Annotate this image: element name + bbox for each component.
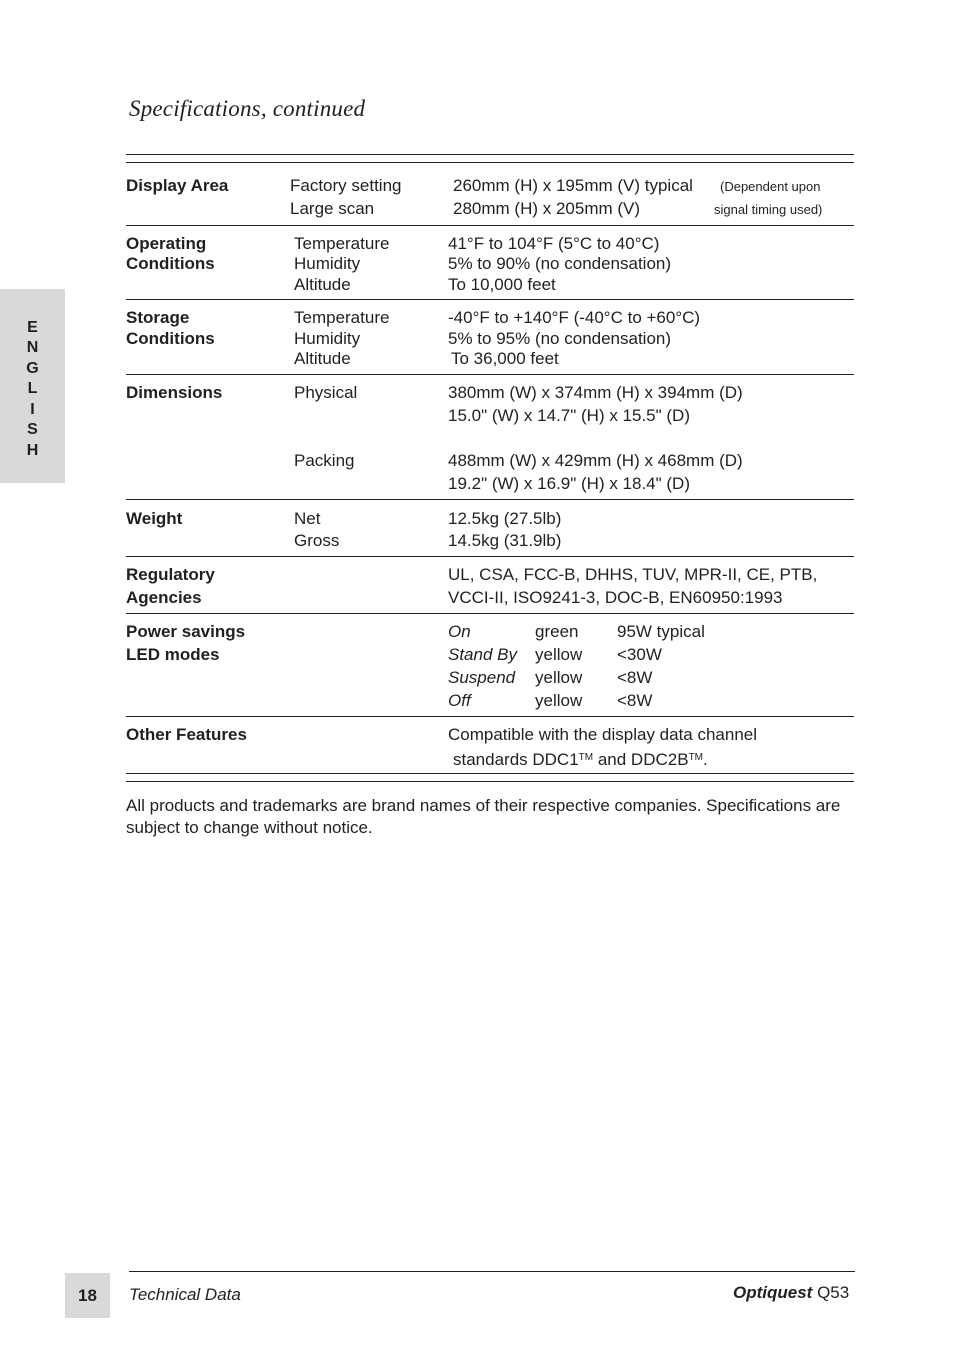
spec-label: Dimensions: [126, 383, 223, 402]
led-color: yellow: [535, 668, 583, 687]
sidebar-letter: L: [27, 380, 38, 397]
table-bottom-rule: [126, 773, 854, 774]
footer-brand: Optiquest: [733, 1283, 813, 1302]
spec-sublabel: Physical: [294, 383, 358, 402]
spec-label: Conditions: [126, 329, 215, 348]
spec-label: Operating: [126, 234, 207, 253]
spec-sublabel: Altitude: [294, 349, 351, 368]
spec-sublabel: Packing: [294, 451, 355, 470]
spec-sublabel: Temperature: [294, 308, 390, 327]
sidebar-letter: I: [30, 401, 35, 418]
power-mode: Stand By: [448, 645, 517, 664]
spec-note: signal timing used): [714, 202, 823, 217]
spec-sublabel: Altitude: [294, 275, 351, 294]
spec-value: 19.2" (W) x 16.9" (H) x 18.4" (D): [448, 474, 690, 493]
spec-value: UL, CSA, FCC-B, DHHS, TUV, MPR-II, CE, PTB,: [448, 565, 818, 584]
sidebar-letter: H: [26, 442, 39, 459]
footer-section: Technical Data: [129, 1285, 241, 1304]
disclaimer-note: All products and trademarks are brand names of their respective companies. Specifications are subject to change without notice.: [126, 796, 841, 837]
spec-note: (Dependent upon: [720, 179, 821, 194]
spec-value: 488mm (W) x 429mm (H) x 468mm (D): [448, 451, 743, 470]
row-divider: [126, 613, 854, 614]
power-draw: 95W typical: [617, 622, 705, 641]
power-mode: Off: [448, 691, 471, 710]
led-color: yellow: [535, 645, 583, 664]
power-mode: On: [448, 622, 471, 641]
power-draw: <8W: [617, 668, 653, 687]
power-draw: <30W: [617, 645, 662, 664]
spec-value: VCCI-II, ISO9241-3, DOC-B, EN60950:1993: [448, 588, 783, 607]
spec-value: 5% to 90% (no condensation): [448, 254, 672, 273]
spec-value: Compatible with the display data channel: [448, 725, 758, 744]
spec-value: To 10,000 feet: [448, 275, 556, 294]
spec-label: LED modes: [126, 645, 220, 664]
spec-label: Conditions: [126, 254, 215, 273]
spec-sublabel: Humidity: [294, 329, 361, 348]
sidebar-letter: G: [26, 360, 39, 377]
trademark-mark: TM: [578, 752, 594, 763]
spec-sublabel: Large scan: [290, 199, 375, 218]
language-tab: [0, 289, 65, 483]
spec-label: Weight: [126, 509, 183, 528]
spec-sublabel: Gross: [294, 531, 340, 550]
table-top-rule: [126, 154, 854, 155]
row-divider: [126, 374, 854, 375]
spec-value: 14.5kg (31.9lb): [448, 531, 562, 550]
spec-label: Agencies: [126, 588, 202, 607]
spec-label: Storage: [126, 308, 190, 327]
spec-value: 260mm (H) x 195mm (V) typical: [453, 176, 693, 195]
spec-value: 41°F to 104°F (5°C to 40°C): [448, 234, 660, 253]
table-top-rule: [126, 162, 854, 163]
row-divider: [126, 499, 854, 500]
ddc-text: .: [703, 750, 708, 769]
ddc-text: and DDC2B: [593, 750, 689, 769]
row-divider: [126, 225, 854, 226]
table-bottom-rule: [126, 781, 854, 782]
spec-sublabel: Humidity: [294, 254, 361, 273]
trademark-mark: TM: [688, 752, 704, 763]
footer-rule: [129, 1271, 855, 1272]
row-divider: [126, 716, 854, 717]
led-color: green: [535, 622, 579, 641]
spec-sublabel: Factory setting: [290, 176, 402, 195]
spec-value: 280mm (H) x 205mm (V): [453, 199, 641, 218]
spec-label: Power savings: [126, 622, 246, 641]
spec-value: [453, 748, 708, 770]
spec-sublabel: Net: [294, 509, 321, 528]
spec-value: 380mm (W) x 374mm (H) x 394mm (D): [448, 383, 743, 402]
spec-value: 15.0" (W) x 14.7" (H) x 15.5" (D): [448, 406, 690, 425]
footer-product: [733, 1283, 849, 1303]
spec-value: 12.5kg (27.5lb): [448, 509, 562, 528]
spec-label: Regulatory: [126, 565, 215, 584]
sidebar-letter: E: [27, 319, 38, 336]
page-number: 18: [65, 1273, 110, 1318]
power-draw: <8W: [617, 691, 653, 710]
footer-model: Q53: [817, 1283, 850, 1302]
ddc-text: standards DDC1: [453, 750, 579, 769]
row-divider: [126, 299, 854, 300]
row-divider: [126, 556, 854, 557]
power-mode: Suspend: [448, 668, 516, 687]
led-color: yellow: [535, 691, 583, 710]
spec-value: -40°F to +140°F (-40°C to +60°C): [448, 308, 701, 327]
sidebar-letter: N: [26, 339, 39, 356]
sidebar-letter: S: [27, 421, 38, 438]
spec-value: 5% to 95% (no condensation): [448, 329, 672, 348]
spec-value: To 36,000 feet: [451, 349, 559, 368]
spec-label: Other Features: [126, 725, 247, 744]
spec-label: Display Area: [126, 176, 229, 195]
spec-sublabel: Temperature: [294, 234, 390, 253]
page-title: Specifications, continued: [129, 96, 366, 121]
